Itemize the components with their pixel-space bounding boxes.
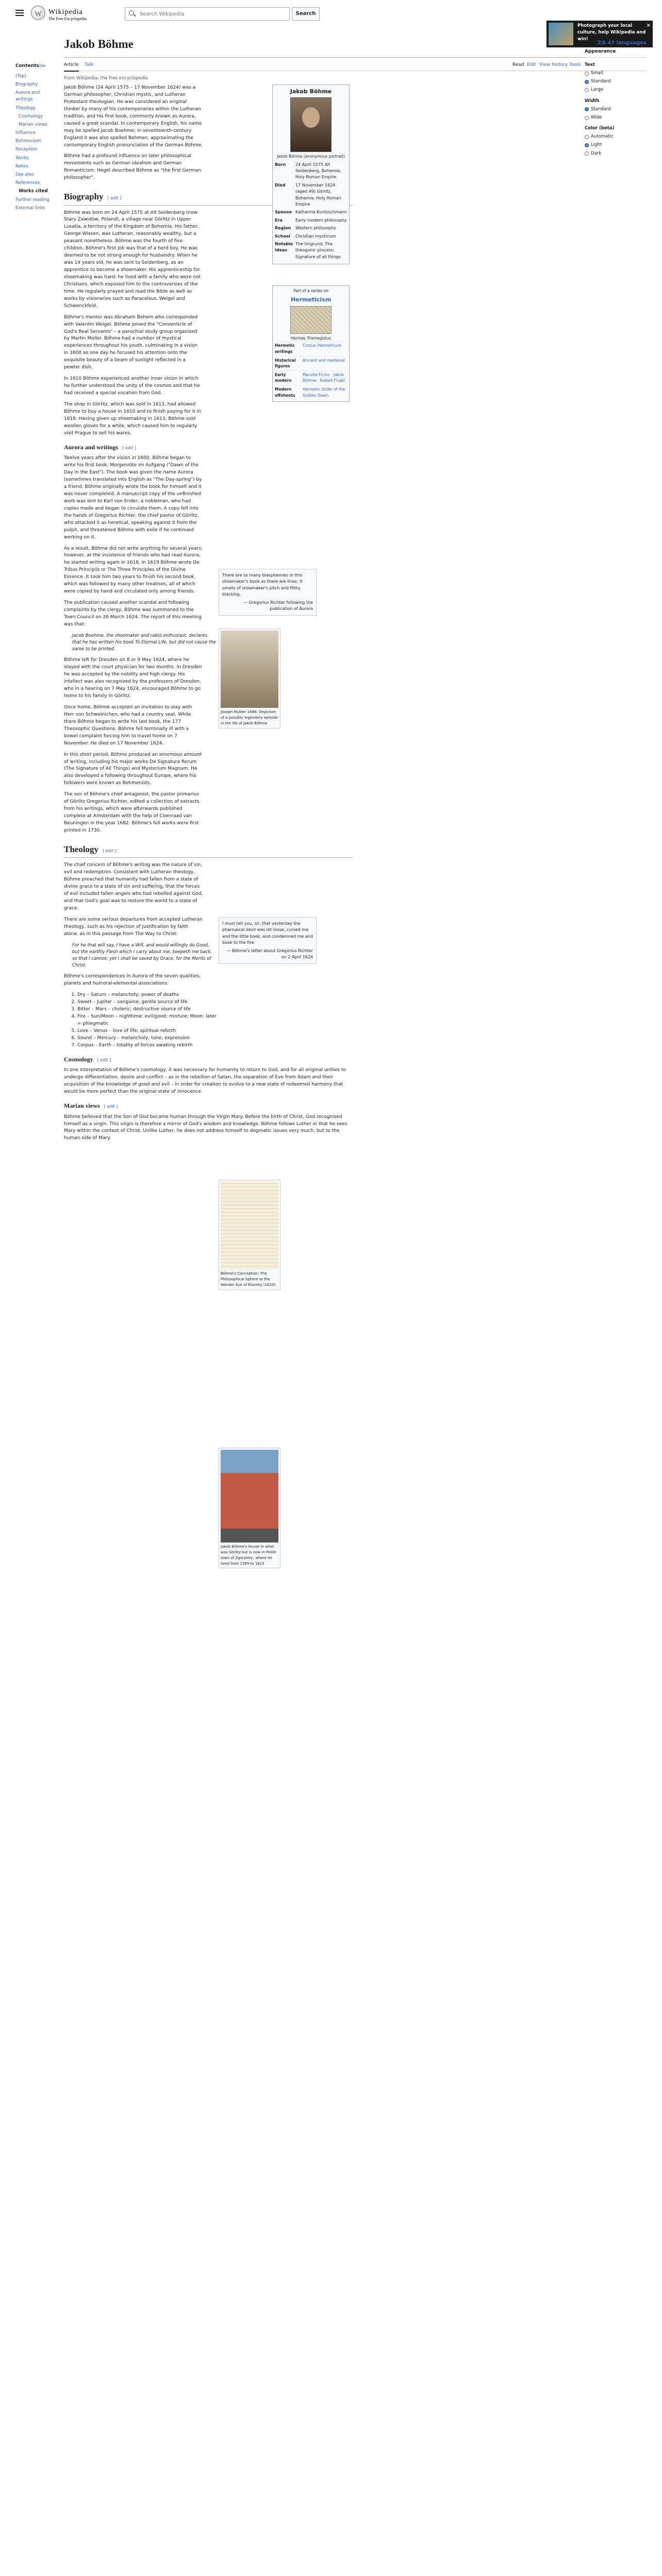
toc-hide-button[interactable]: hide <box>37 63 46 68</box>
option-label: Dark <box>591 150 602 156</box>
hermes-image[interactable] <box>290 306 332 334</box>
infobox-label: Spouse <box>275 210 292 215</box>
paragraph: Twelve years after the vision in 1600, Böhme began to write his first book, Morgenröte im Aufgang ("Dawn of the Day in the East"). The book was given the name Aurora (sometimes translated into English as "The Day-spring") by a friend. Böhme originally wrote the book for himself and it was never completed. A manuscript copy of the unfinished work was lent to Karl von Ender, a nobleman, who had copies made and began to circulate them. A copy fell into the hands of Gregorius Richter, the chief pastor of Görlitz, who attacked it as heretical, speaking against it from the pulpit, and threatened Böhme with exile if he continued working on it. <box>64 455 202 540</box>
appearance-option[interactable] <box>585 150 647 157</box>
infobox <box>272 84 350 264</box>
infobox-value: 17 November 1624 (aged 49) Görlitz, Bohemia, Holy Roman Empire <box>295 182 341 207</box>
navbox-link[interactable]: Hermetic Order of the Golden Dawn <box>303 387 345 398</box>
toc-item[interactable]: Cosmology <box>19 113 43 119</box>
option-label: Standard <box>591 106 611 112</box>
option-label: Standard <box>591 79 611 84</box>
paragraph: Böhme was born on 24 April 1575 at Alt Seidenberg (now Stary Zawidów, Poland), a village near Görlitz in Upper Lusatia, a territory of the Kingdom of Bohemia. His father, George Wissen, was Lutheran, reasonably wealthy, but a peasant nonetheless. Böhme was the fourth of five children. Böhme's first job was that of a herd boy. He was deemed to be not strong enough for husbandry. When he was 14 years old, he was sent to Seidenberg, as an apprentice to become a shoemaker. His apprenticeship for shoemaking was hard; he lived with a family who were not Christians, which exposed him to the controversies of the time. He regularly prayed and read the Bible as well as works by visionaries such as Paracelsus, Weigel and Schwenckfeld. <box>64 210 201 309</box>
section-heading: Marian views [ edit ] <box>64 1102 118 1110</box>
radio-icon[interactable] <box>585 116 589 120</box>
option-label: Light <box>591 142 602 148</box>
infobox-row <box>275 162 347 181</box>
section-heading: Theology [ edit ] <box>64 843 353 858</box>
infobox-row <box>275 217 347 224</box>
quote-cite: — Gregorius Richter following the publication of Aurora <box>243 600 313 611</box>
navbox-label: Early modern <box>275 372 292 383</box>
infobox-row <box>275 241 347 260</box>
toc-title: Contents <box>15 63 39 69</box>
navbox-row <box>275 356 347 370</box>
appearance-option[interactable] <box>585 133 647 140</box>
paragraph: Jakob Böhme (24 April 1575 – 17 November 1624) was a German philosopher, Christian mystic, and Lutheran Protestant theologian. He was considered an original thinker by many of his contemporaries within the Lutheran tradition, and his first book, commonly known as Aurora, caused a great scandal. In contemporary English, his name may be spelled Jacob Boehme; in seventeenth-century England it was also spelled Behmen, approximating the contemporary English pronunciation of the German Böhme. <box>64 85 203 148</box>
quote-box <box>219 569 317 616</box>
edit-section-link[interactable]: [ edit ] <box>104 1104 118 1109</box>
infobox-value: Western philosophy <box>295 226 336 231</box>
blockquote: Jacob Boehme, the shoemaker and rabid enthusiast, declares that he has written his book To Eternal Life, but did not cause the same to be printed. <box>72 633 216 652</box>
tab-talk[interactable]: Talk <box>85 62 94 67</box>
blockquote: For he that will say, I have a Will, and would willingly do Good, but the earthly Flesh which I carry about me, keepeth me back, so that I cannot; yet I shall be saved by Grace, for the Merits of Christ. <box>72 942 212 969</box>
search-input[interactable]: Search Wikipedia <box>125 7 290 21</box>
navbox-row <box>275 341 347 355</box>
infobox-value: Katharina Kuntzschmann <box>295 210 347 215</box>
title-bar <box>64 36 647 58</box>
series-sidebar <box>272 285 350 402</box>
paragraph: In this short period, Böhme produced an enormous amount of writing, including his major works De Signatura Rerum (The Signature of All Things) and Mysterium Magnum. He also developed a following throughout Europe, where his followers were known as Behmenists. <box>64 752 202 786</box>
toc-item[interactable]: Works <box>15 155 29 161</box>
infobox-value: 24 April 1575 Alt Seidenberg, Bohemia, Holy Roman Empire <box>295 162 341 180</box>
paragraph: In 1610 Böhme experienced another inner vision in which he further understood the unity of the cosmos and that he had received a special vocation from God. <box>64 376 200 396</box>
list-item: 4. Fire – Sun/Moon – nighttime; evil/good; mixture; Moon: later = phlegmatic <box>77 1013 217 1028</box>
edit-section-link[interactable]: [ edit ] <box>122 445 136 450</box>
edit-section-link[interactable]: [ edit ] <box>107 196 122 201</box>
infobox-label: Era <box>275 217 283 223</box>
infobox-label: Died <box>275 182 286 188</box>
tab-edit[interactable]: Edit <box>527 62 536 67</box>
navbox-label: Historical figures <box>275 358 296 369</box>
language-button[interactable] <box>597 39 647 47</box>
list-item: 2. Sweet – Jupiter – sanguine; gentle source of life <box>77 999 217 1006</box>
navbox-link[interactable]: Marsilio Ficino · Jakob Böhme · Robert Fludd <box>303 372 345 383</box>
engraving-image[interactable] <box>221 631 278 708</box>
series-label: Part of a series on <box>293 289 328 293</box>
quote-box <box>219 917 317 964</box>
list-item: 3. Bitter – Mars – choleric; destructive source of life <box>77 1006 217 1013</box>
close-icon[interactable]: × <box>646 23 651 28</box>
infobox-label: School <box>275 233 290 239</box>
list-item: 5. Love – Venus – love of life; spiritual rebirth <box>77 1028 217 1035</box>
infobox-title: Jakob Böhme <box>290 88 332 95</box>
toc-item[interactable]: See also <box>15 172 34 177</box>
site-wordmark[interactable]: Wikipedia <box>48 8 83 16</box>
navbox-label: Modern offshoots <box>275 387 295 398</box>
toc-item[interactable]: Further reading <box>15 197 49 202</box>
color-label: Color (beta) <box>585 126 615 131</box>
quote-text: There are so many blasphemies in this shoemaker's book as there are lines; it smells of shoemaker's pitch and filthy blacking. <box>222 573 303 597</box>
paragraph: In one interpretation of Böhme's cosmology, it was necessary for humanity to return to God, and for all original unities to undergo differentiation, desire and conflict – as in the rebellion of Satan, the separation of Eve from Adam and their acquisition of the knowledge of good and evil – in order for creation to evolve to a new state of redeemed harmony that would be more perfect than the original state of innocence. <box>64 1067 346 1095</box>
infobox-row <box>275 209 347 215</box>
figure <box>219 1448 280 1568</box>
appearance-panel <box>585 48 647 159</box>
toc-item[interactable]: Biography <box>15 82 38 88</box>
search-icon <box>129 10 134 15</box>
figure-caption: Joseph Mulder 1686: Depiction of a possibly legendary episode in the life of Jakob Böhme. <box>221 710 278 725</box>
appearance-option[interactable] <box>585 70 647 77</box>
image-caption: Hermes Trismegistus <box>290 335 332 341</box>
edit-section-link[interactable]: [ edit ] <box>103 848 117 853</box>
appearance-option[interactable] <box>585 87 647 93</box>
option-label: Wide <box>591 114 602 120</box>
paragraph: Böhme's correspondences in Aurora of the seven qualities, planets and humoral-elemental associations: <box>64 974 201 987</box>
option-label: Large <box>591 87 603 93</box>
banner-text: Photograph your local culture, help Wikipedia and win! <box>577 23 646 42</box>
paragraph: There are some serious departures from accepted Lutheran theology, such as his rejection of justification by faith alone, as in this passage from The Way to Christ: <box>64 917 203 937</box>
list-item: 1. Dry – Saturn – melancholy; power of deaths <box>77 992 217 999</box>
radio-icon[interactable] <box>585 80 589 84</box>
list-item: 7. Corpus – Earth – totality of forces awaking rebirth <box>77 1042 217 1049</box>
page-tabs <box>64 59 647 71</box>
infobox-row <box>275 182 347 208</box>
main-menu-icon[interactable] <box>15 10 24 16</box>
appearance-title: Appearance <box>585 48 647 58</box>
paragraph: Böhme left for Dresden on 8 or 9 May 1624, where he stayed with the court physician for two months. In Dresden he was accepted by the nobility and high clergy. His intellect was also recognized by the professors of Dresden, who in a hearing on 7 May 1624, encouraged Böhme to go home to his family in Görlitz. <box>64 657 202 699</box>
option-label: Automatic <box>591 134 614 140</box>
toc-item[interactable]: Notes <box>15 163 28 169</box>
infobox-row <box>275 233 347 240</box>
navbox-link[interactable]: Ancient and medieval <box>303 358 345 363</box>
paragraph: Once home, Böhme accepted an invitation to stay with Herr von Schweinichen, who had a country seat. While there Böhme began to write his last book, the 177 Theosophic Questions. Böhme fell terminally ill with a bowel complaint forcing him to travel home on 7 November. He died on 17 November 1624. <box>64 704 192 746</box>
radio-icon[interactable] <box>585 72 589 76</box>
toc-item[interactable]: References <box>15 180 40 186</box>
paragraph: The son of Böhme's chief antagonist, the pastor primarius of Görlitz Gregorius Richter, edited a collection of extracts from his writings, which were afterwards published complete at Amsterdam with the help of Coenraad van Beuningen in the year 1682. Böhme's full works were first printed in 1730. <box>64 792 200 833</box>
paragraph: Böhme's mentor was Abraham Behem who corresponded with Valentin Weigel. Böhme joined the "Conventicle of God's Real Servants" – a parochial study group organized by Martin Moller. Böhme had a number of mystical experiences throughout his youth, culminating in a vision in 1600 as one day he focused his attention onto the exquisite beauty of a beam of sunlight reflected in a pewter dish. <box>64 314 198 370</box>
appearance-option[interactable] <box>585 142 647 148</box>
house-photo[interactable] <box>221 1450 278 1543</box>
search-button[interactable]: Search <box>292 7 320 21</box>
navbox-link[interactable]: Corpus Hermeticum <box>303 343 342 348</box>
toc-item[interactable]: Influence <box>15 130 36 136</box>
appearance-option[interactable] <box>585 106 647 113</box>
navbox-row <box>275 385 347 399</box>
radio-icon[interactable] <box>585 88 589 92</box>
sphere-diagram-image[interactable] <box>221 1182 278 1269</box>
portrait-image[interactable] <box>290 97 332 152</box>
tab-view-history[interactable]: View history <box>539 62 568 67</box>
toc-item[interactable]: Aurora and writings <box>15 90 40 103</box>
language-count: 47 languages <box>607 40 647 46</box>
radio-icon[interactable] <box>585 135 589 139</box>
translate-icon: 文A <box>597 40 608 46</box>
appearance-option[interactable] <box>585 114 647 121</box>
series-title[interactable]: Hermeticism <box>290 296 332 303</box>
paragraph: The chief concern of Böhme's writing was the nature of sin, evil and redemption. Consistent with Lutheran theology, Böhme preached that humanity had fallen from a state of divine grace to a state of sin and suffering, that the forces of evil included fallen angels who had rebelled against God, and that God's goal was to restore the world to a state of grace. <box>64 862 203 911</box>
toc-item[interactable]: Reception <box>15 147 38 152</box>
quote-cite: — Böhme's letter about Gregorius Richter on 2 April 1624 <box>226 948 313 959</box>
infobox-label: Born <box>275 162 286 167</box>
figure <box>219 629 280 728</box>
wikipedia-logo-icon[interactable] <box>31 6 45 20</box>
infobox-value: Christian mysticism <box>295 233 336 239</box>
radio-icon[interactable] <box>585 143 589 147</box>
section-heading: Cosmology [ edit ] <box>64 1055 111 1063</box>
navbox-label: Hermetic writings <box>275 343 295 354</box>
option-label: Small <box>591 71 603 76</box>
text-size-label: Text <box>585 62 595 67</box>
list-item: 6. Sound – Mercury – melancholy; tone; expression <box>77 1035 217 1042</box>
tab-article[interactable]: Article <box>64 62 79 72</box>
paragraph: As a result, Böhme did not write anything for several years; however, at the insistence of friends who had read Aurora, he started writing again in 1618. In 1619 Böhme wrote De Tribus Principiis or The Three Principles of the Divine Essence. It took him two years to finish his second book, which was followed by many other treatises, all of which were copied by hand and circulated only among friends. <box>64 546 203 595</box>
section-heading: Aurora and writings [ edit ] <box>64 443 136 451</box>
figure-caption: Böhme's Conception: The Philosophical Sphere or the Wonder Eye of Eternity (1620). <box>221 1272 277 1287</box>
toc-item[interactable]: Works cited <box>19 189 48 194</box>
site-tagline: The Free Encyclopedia <box>48 16 87 21</box>
radio-icon[interactable] <box>585 151 589 156</box>
toc-item[interactable]: Behmenism <box>15 139 42 144</box>
infobox-value: The Ungrund; The theogonic process; Signature of all things <box>295 241 341 259</box>
paragraph: Böhme had a profound influence on later philosophical movements such as German idealism and German Romanticism. Hegel described Böhme as "the first German philosopher". <box>64 154 201 181</box>
infobox-value: Early modern philosophy <box>295 217 347 223</box>
figure <box>219 1180 280 1290</box>
toc-item[interactable]: (Top) <box>15 73 26 79</box>
paragraph: The publication caused another scandal and following complaints by the clergy, Böhme was summoned to the Town Council on 26 March 1624. The report of this meeting was that: <box>64 600 202 627</box>
site-sub: From Wikipedia, the free encyclopedia <box>64 76 148 81</box>
toc-item[interactable]: External links <box>15 205 45 211</box>
paragraph: The shop in Görlitz, which was sold in 1613, had allowed Böhme to buy a house in 1610 and to finish paying for it in 1618. Having given up shoemaking in 1613, Böhme sold woollen gloves for a while, which caused him to regularly visit Prague to sell his wares. <box>64 401 201 436</box>
quote-text: I must tell you, sir, that yesterday the pharisaical devil was let loose, cursed me and the little book, and condemned me and book to the fire. <box>222 921 313 945</box>
infobox-label: Notable ideas <box>275 241 293 253</box>
width-label: Width <box>585 98 600 104</box>
infobox-label: Region <box>275 226 291 231</box>
radio-icon[interactable] <box>585 107 589 111</box>
figure-caption: Jakob Böhme's House in what was Görlitz but is now in Polish town of Zgorzelec, where he lived from 1599 to 1613 <box>221 1545 277 1566</box>
infobox-row <box>275 225 347 231</box>
tab-read[interactable]: Read <box>512 62 524 67</box>
toc-item[interactable]: Theology <box>15 105 36 111</box>
image-caption: Jakob Böhme (anonymous portrait) <box>277 154 345 159</box>
paragraph: Böhme believed that the Son of God became human through the Virgin Mary. Before the birth of Christ, God recognised himself as a virgin. This virgin is therefore a mirror of God's wisdom and knowledge. Böhme follows Luther in that he sees Mary within the context of Christ. Unlike Luther, he does not address himself to dogmatic issues very much, but to the human side of Mary. <box>64 1114 347 1141</box>
navbox-row <box>275 370 347 385</box>
table-of-contents <box>15 63 52 213</box>
toc-item[interactable]: Marian views <box>19 122 47 127</box>
page-title: Jakob Böhme <box>64 38 134 50</box>
section-heading: Biography [ edit ] <box>64 190 353 205</box>
tools-menu[interactable]: Tools <box>569 62 581 67</box>
appearance-option[interactable] <box>585 78 647 85</box>
edit-section-link[interactable]: [ edit ] <box>97 1057 111 1062</box>
